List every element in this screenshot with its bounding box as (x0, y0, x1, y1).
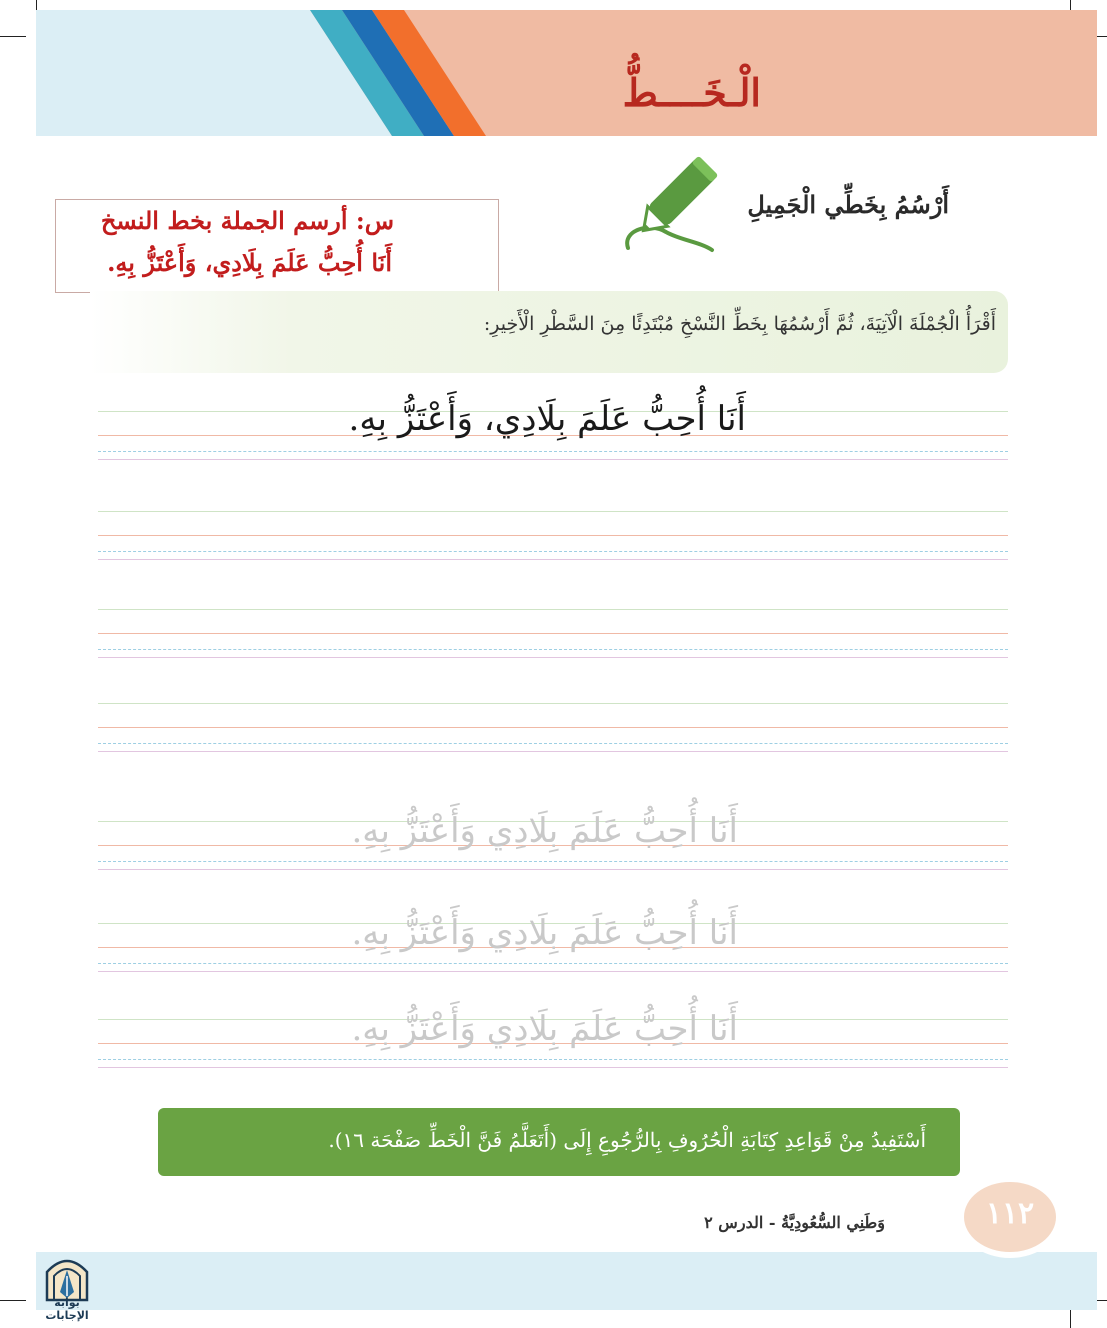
practice-heading: أَرْسُمُ بِخَطِّي الْجَمِيلِ (747, 190, 949, 219)
site-name: بوابة الإجابات (45, 1296, 89, 1322)
pencil-icon (620, 150, 728, 260)
page-number: ١١٢ (985, 1196, 1035, 1231)
answer-box (55, 199, 499, 293)
answer-question: س: أرسم الجملة بخط النسخ (100, 206, 394, 235)
crop-mark (0, 36, 26, 37)
tip-text: أَسْتَفِيدُ مِنْ قَوَاعِدِ كِتَابَةِ الْحُرُوفِ بِالرُّجُوعِ إِلَى (أَتَعَلَّمُ فَنَّ الْخَطِّ صَفْحَة ١٦). (328, 1128, 926, 1152)
writing-line[interactable] (98, 511, 1008, 571)
tracing-line[interactable] (98, 811, 1008, 881)
header-stripes (36, 10, 1097, 136)
footer-label: وَطَنِي السُّعُودِيَّةُ - الدرس ٢ (704, 1213, 885, 1232)
trace-sentence: أَنَا أُحِبُّ عَلَمَ بِلَادِي وَأَعْتَزُّ بِهِ. (351, 811, 738, 851)
writing-line[interactable] (98, 609, 1008, 669)
site-logo (36, 1252, 98, 1322)
tip-banner (158, 1108, 960, 1176)
lesson-header (36, 10, 1097, 136)
trace-sentence: أَنَا أُحِبُّ عَلَمَ بِلَادِي وَأَعْتَزُّ بِهِ. (351, 913, 738, 953)
answer-sentence: أَنَا أُحِبُّ عَلَمَ بِلَادِي، وَأَعْتَزُّ بِهِ. (107, 248, 392, 277)
page-number-badge (964, 1182, 1056, 1252)
instruction-text: أَقْرَأُ الْجُمْلَةَ الْآتِيَةَ، ثُمَّ أَرْسُمُهَا بِخَطِّ النَّسْخِ مُبْتَدِئًا مِنَ السَّطْرِ الْأَخِيرِ: (483, 313, 996, 335)
page-title: الْـخَــــطُّ (622, 70, 761, 115)
tracing-line[interactable] (98, 913, 1008, 983)
instruction-strip (90, 291, 1008, 373)
writing-line[interactable] (98, 703, 1008, 763)
footer-label-strip (36, 1212, 1097, 1252)
crop-mark (0, 1300, 26, 1301)
tracing-line[interactable] (98, 1009, 1008, 1079)
model-writing-line (98, 399, 1008, 471)
model-sentence: أَنَا أُحِبُّ عَلَمَ بِلَادِي، وَأَعْتَزُّ بِهِ. (348, 399, 746, 439)
trace-sentence: أَنَا أُحِبُّ عَلَمَ بِلَادِي وَأَعْتَزُّ بِهِ. (351, 1009, 738, 1049)
